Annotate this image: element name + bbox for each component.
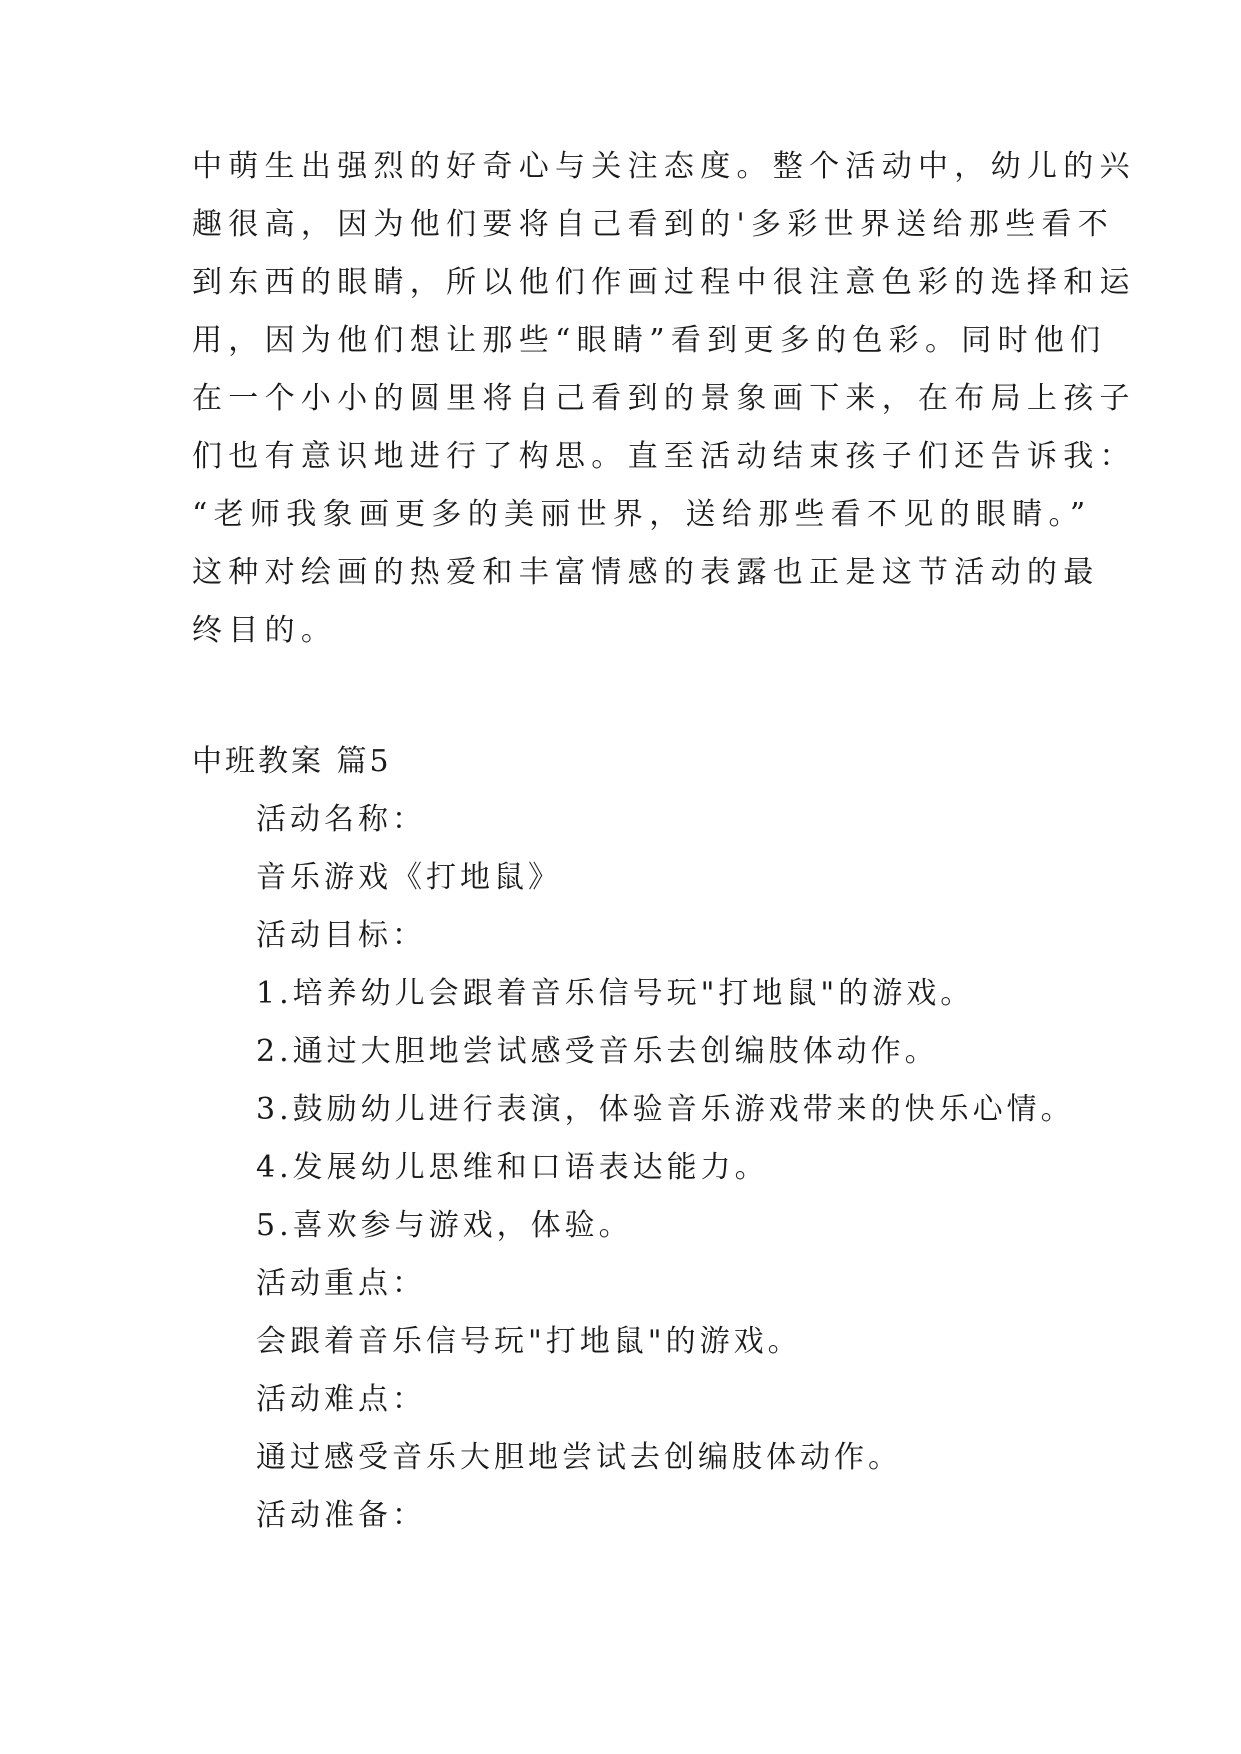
- list-item: 通过感受音乐大胆地尝试去创编肢体动作。: [256, 1440, 902, 1475]
- list-item: 活动名称：: [256, 802, 426, 837]
- paragraph-line: 们也有意识地进行了构思。直至活动结束孩子们还告诉我：: [192, 439, 1136, 474]
- paragraph-line: 这种对绘画的热爱和丰富情感的表露也正是这节活动的最: [192, 555, 1100, 590]
- list-item: 活动准备：: [256, 1498, 426, 1533]
- paragraph-line: 趣很高，因为他们要将自己看到的'多彩世界送给那些看不: [192, 207, 1115, 242]
- paragraph-line: 中萌生出强烈的好奇心与关注态度。整个活动中，幼儿的兴: [192, 149, 1136, 184]
- section-title: 中班教案 篇5: [192, 744, 392, 779]
- paragraph-line: “老师我象画更多的美丽世界，送给那些看不见的眼睛。”: [192, 497, 1092, 532]
- list-item: 活动难点：: [256, 1382, 426, 1417]
- paragraph-line: 在一个小小的圆里将自己看到的景象画下来，在布局上孩子: [192, 381, 1136, 416]
- list-item: 2.通过大胆地尝试感受音乐去创编肢体动作。: [256, 1034, 939, 1069]
- paragraph-line: 终目的。: [192, 613, 338, 648]
- list-item: 3.鼓励幼儿进行表演，体验音乐游戏带来的快乐心情。: [256, 1092, 1075, 1127]
- list-item: 活动目标：: [256, 918, 426, 953]
- list-item: 5.喜欢参与游戏，体验。: [256, 1208, 633, 1243]
- list-item: 4.发展幼儿思维和口语表达能力。: [256, 1150, 769, 1185]
- paragraph-line: 用，因为他们想让那些“眼睛”看到更多的色彩。同时他们: [192, 323, 1107, 358]
- list-item: 活动重点：: [256, 1266, 426, 1301]
- list-item: 会跟着音乐信号玩"打地鼠"的游戏。: [256, 1324, 802, 1359]
- list-item: 音乐游戏《打地鼠》: [256, 860, 562, 895]
- paragraph-line: 到东西的眼睛，所以他们作画过程中很注意色彩的选择和运: [192, 265, 1136, 300]
- list-item: 1.培养幼儿会跟着音乐信号玩"打地鼠"的游戏。: [256, 976, 975, 1011]
